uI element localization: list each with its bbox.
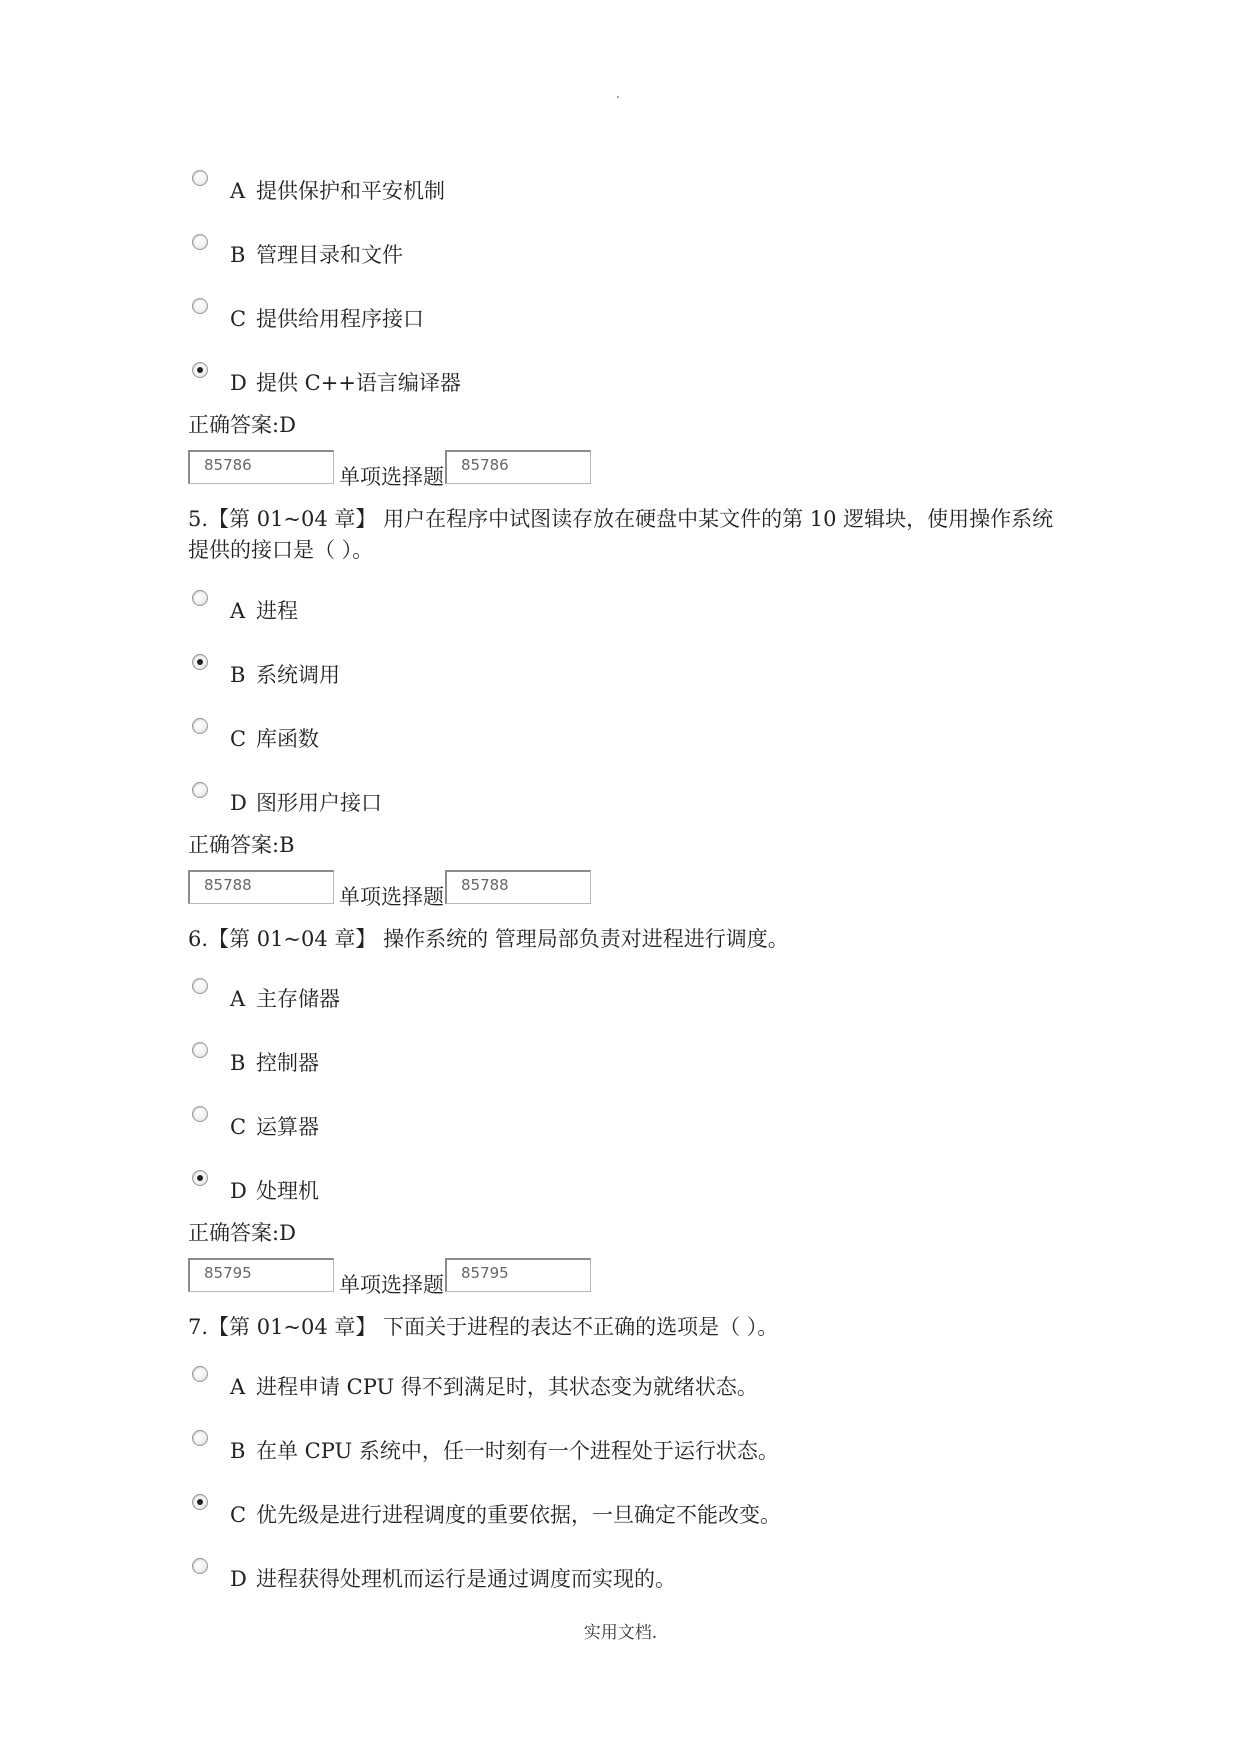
option-label: 提供 C++语言编译器 (256, 371, 461, 395)
q6-option-b[interactable] (188, 1042, 1088, 1076)
option-letter: B (230, 663, 246, 687)
radio-button-icon[interactable] (192, 298, 208, 314)
option-letter: C (230, 307, 247, 331)
option-letter: B (230, 1051, 246, 1075)
q7-option-a[interactable] (188, 1366, 1088, 1400)
radio-button-checked-icon[interactable] (192, 1170, 208, 1186)
question-id-field-left[interactable]: 85788 (188, 870, 334, 904)
q6-text: 6.【第 01~04 章】 操作系统的 管理局部负责对进程进行调度。 (188, 927, 789, 951)
option-letter: D (230, 371, 247, 395)
option-letter: B (230, 243, 246, 267)
q5-text-line2: 提供的接口是（ ）。 (188, 538, 374, 562)
q4-correct-answer: 正确答案:D (188, 413, 296, 437)
radio-button-checked-icon[interactable] (192, 1494, 208, 1510)
q5-correct-answer: 正确答案:B (188, 833, 295, 857)
option-label: 控制器 (256, 1051, 319, 1075)
option-label: 系统调用 (256, 663, 340, 687)
q6-option-a[interactable] (188, 978, 1088, 1012)
q6-option-c[interactable] (188, 1106, 1088, 1140)
option-label: 图形用户接口 (256, 791, 382, 815)
radio-button-icon[interactable] (192, 1366, 208, 1382)
q5-text (188, 504, 1068, 566)
option-label: 运算器 (256, 1115, 319, 1139)
question-id-field-right[interactable]: 85786 (445, 450, 591, 484)
question-id-field-right[interactable]: 85795 (445, 1258, 591, 1292)
radio-button-icon[interactable] (192, 234, 208, 250)
radio-button-icon[interactable] (192, 1558, 208, 1574)
q5-option-b[interactable] (188, 654, 1088, 688)
q4-option-d[interactable] (188, 362, 1088, 396)
question-id-field-left[interactable]: 85786 (188, 450, 334, 484)
radio-button-icon[interactable] (192, 718, 208, 734)
option-letter: D (230, 791, 247, 815)
radio-button-icon[interactable] (192, 170, 208, 186)
option-letter: C (230, 1115, 247, 1139)
q7-option-d[interactable] (188, 1558, 1088, 1592)
option-letter: B (230, 1439, 246, 1463)
radio-button-icon[interactable] (192, 1430, 208, 1446)
option-letter: D (230, 1567, 247, 1591)
option-label: 优先级是进行进程调度的重要依据，一旦确定不能改变。 (256, 1503, 781, 1527)
q6-correct-answer: 正确答案:D (188, 1221, 296, 1245)
radio-button-icon[interactable] (192, 1042, 208, 1058)
radio-button-icon[interactable] (192, 1106, 208, 1122)
question-type-label: 单项选择题 (339, 885, 444, 909)
q4-option-c[interactable] (188, 298, 1088, 332)
q4-id-row (188, 450, 608, 490)
q5-option-c[interactable] (188, 718, 1088, 752)
option-label: 库函数 (256, 727, 319, 751)
page-marker (617, 96, 619, 98)
q6-id-row (188, 1258, 608, 1298)
option-label: 主存储器 (256, 987, 340, 1011)
radio-button-checked-icon[interactable] (192, 654, 208, 670)
option-label: 进程获得处理机而运行是通过调度而实现的。 (256, 1567, 676, 1591)
question-type-label: 单项选择题 (339, 465, 444, 489)
option-label: 提供保护和平安机制 (256, 179, 445, 203)
question-id-field-right[interactable]: 85788 (445, 870, 591, 904)
option-label: 管理目录和文件 (256, 243, 403, 267)
q5-option-d[interactable] (188, 782, 1088, 816)
q7-option-b[interactable] (188, 1430, 1088, 1464)
option-letter: A (230, 179, 246, 203)
radio-button-icon[interactable] (192, 782, 208, 798)
question-id-field-left[interactable]: 85795 (188, 1258, 334, 1292)
option-letter: A (230, 599, 246, 623)
option-label: 进程 (256, 599, 298, 623)
option-letter: C (230, 1503, 247, 1527)
option-label: 提供给用程序接口 (256, 307, 424, 331)
q5-text-line1: 5.【第 01~04 章】 用户在程序中试图读存放在硬盘中某文件的第 10 逻辑块，使用操作系统 (188, 507, 1054, 531)
q7-text: 7.【第 01~04 章】 下面关于进程的表达不正确的选项是（ ）。 (188, 1315, 779, 1339)
q4-option-a[interactable] (188, 170, 1088, 204)
option-letter: A (230, 1375, 246, 1399)
page-footer: 实用文档. (583, 1623, 658, 1643)
q7-option-c[interactable] (188, 1494, 1088, 1528)
q6-option-d[interactable] (188, 1170, 1088, 1204)
option-label: 在单 CPU 系统中，任一时刻有一个进程处于运行状态。 (256, 1439, 779, 1463)
option-label: 进程申请 CPU 得不到满足时，其状态变为就绪状态。 (256, 1375, 758, 1399)
option-letter: C (230, 727, 247, 751)
radio-button-icon[interactable] (192, 590, 208, 606)
q4-option-b[interactable] (188, 234, 1088, 268)
option-letter: D (230, 1179, 247, 1203)
question-type-label: 单项选择题 (339, 1273, 444, 1297)
q5-option-a[interactable] (188, 590, 1088, 624)
radio-button-icon[interactable] (192, 978, 208, 994)
q5-id-row (188, 870, 608, 910)
radio-button-checked-icon[interactable] (192, 362, 208, 378)
option-label: 处理机 (256, 1179, 319, 1203)
option-letter: A (230, 987, 246, 1011)
